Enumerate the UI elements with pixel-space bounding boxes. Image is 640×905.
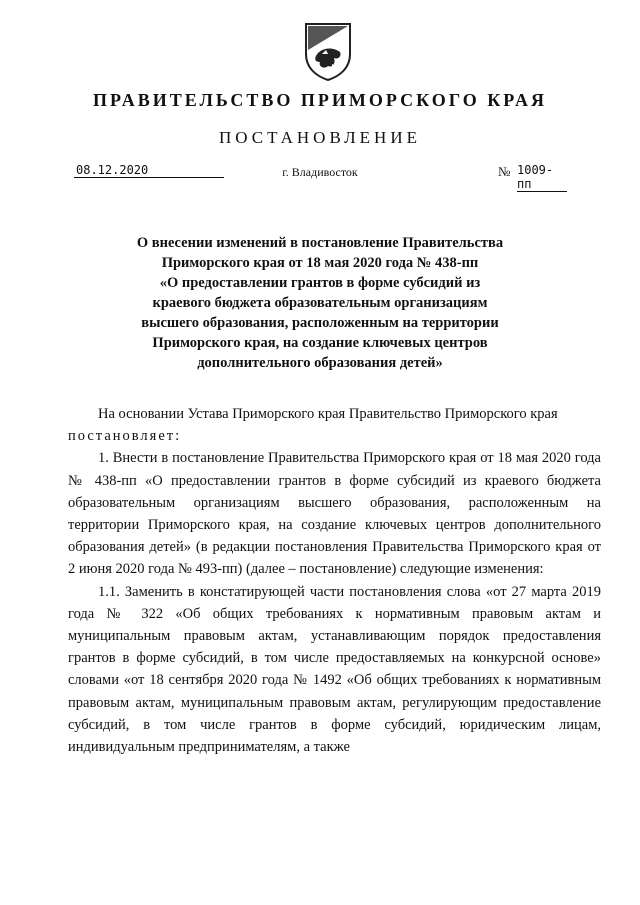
document-body	[68, 403, 601, 758]
subject-line: дополнительного образования детей»	[197, 355, 443, 371]
paragraph-1-1: 1.1. Заменить в констатирующей части постановления слова «от 27 марта 2019 года № 322 «Об общих требованиях к нормативным правовым актам и муниципальным правовым актам, устанавливающим порядок предоставления грантов в форме субсидий, в том числе предоставляемых на конкурсной основе» словами «от 18 сентября 2020 года № 1492 «Об общих требованиях к нормативным правовым актам, муниципальным правовым актам, регулирующим предоставление субсидий, в том числе грантов в форме субсидий, юридическим лицам, индивидуальным предпринимателям, а также	[68, 583, 601, 756]
organization-title: ПРАВИТЕЛЬСТВО ПРИМОРСКОГО КРАЯ	[93, 90, 547, 110]
intro-paragraph	[68, 403, 601, 447]
document-city: г. Владивосток	[282, 165, 358, 179]
subject-line: Приморского края от 18 мая 2020 года № 438-пп	[161, 255, 479, 271]
subject-line: Приморского края, на создание ключевых центров	[152, 335, 488, 351]
document-subject	[110, 233, 530, 373]
coat-of-arms-icon	[302, 20, 354, 82]
document-date: 08.12.2020	[74, 163, 224, 178]
document-type: ПОСТАНОВЛЕНИЕ	[218, 128, 421, 147]
subject-line: высшего образования, расположенным на территории	[141, 315, 499, 331]
document-number: 1009-пп	[517, 163, 567, 192]
decree-word: постановляет:	[68, 428, 182, 445]
subject-line: краевого бюджета образовательным организациям	[152, 295, 488, 311]
intro-text: На основании Устава Приморского края Правительство Приморского края	[98, 406, 558, 422]
paragraph-1: 1. Внести в постановление Правительства Приморского края от 18 мая 2020 года № 438-пп «О предоставлении грантов в форме субсидий из краевого бюджета образовательным организациям высшего образования, расположенным на территории Приморского края, на создание ключевых центров дополнительного образования детей» (в редакции постановления Правительства Приморского края от 2 июня 2020 года № 493-пп) (далее – постановление) следующие изменения:	[68, 450, 601, 578]
subject-line: О внесении изменений в постановление Правительства	[136, 235, 504, 251]
subject-line: «О предоставлении грантов в форме субсидий из	[159, 275, 481, 291]
document-number-label: №	[498, 164, 511, 179]
